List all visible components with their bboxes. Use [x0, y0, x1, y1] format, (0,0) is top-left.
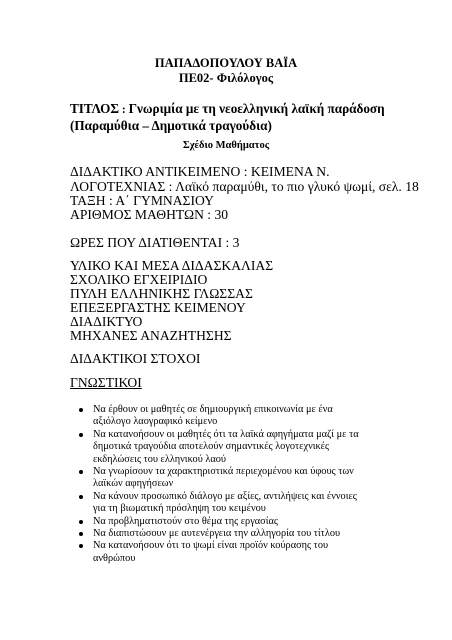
cognitive-heading: ΓΝΩΣΤΙΚΟΙ — [70, 375, 142, 390]
objective-text-line: για τη βιωματική πρόσληψη του κειμένου — [93, 503, 266, 515]
hours-line: ΩΡΕΣ ΠΟΥ ΔΙΑΤΙΘΕΝΤΑΙ : 3 — [70, 235, 240, 250]
objectives-heading: ΔΙΔΑΚΤΙΚΟΙ ΣΤΟΧΟΙ — [70, 351, 201, 366]
lesson-title — [70, 101, 442, 134]
title-text: Γνωριμία με τη νεοελληνική λαϊκή παράδοση — [128, 101, 385, 116]
objective-text-line: δημοτικά τραγούδια αποτελούν σημαντικές λογοτεχνικές — [93, 441, 330, 453]
title-separator: : — [119, 104, 129, 116]
title-label: ΤΙΤΛΟΣ — [70, 101, 120, 116]
objective-text-line: Να προβληματιστούν στο θέμα της εργασίας — [93, 515, 278, 527]
literature-line: ΛΟΓΟΤΕΧΝΙΑΣ : Λαϊκό παραμύθι, το πιο γλυκό ψωμί, σελ. 18 — [70, 179, 419, 194]
objective-text-line: ανθρώπου — [93, 552, 136, 564]
class-line: ΤΑΞΗ : Α΄ ΓΥΜΝΑΣΙΟΥ — [70, 193, 214, 208]
bullet-icon — [79, 520, 83, 524]
materials-heading: ΥΛΙΚΟ ΚΑΙ ΜΕΣΑ ΔΙΔΑΣΚΑΛΙΑΣ — [70, 258, 274, 273]
bullet-icon — [79, 470, 83, 474]
author-role: ΠΕ02- Φιλόλογος — [178, 71, 274, 85]
objective-text-line: αξιόλογο λαογραφικό κείμενο — [93, 416, 218, 428]
lesson-title-line-2: (Παραμύθια – Δημοτικά τραγούδια) — [70, 118, 272, 133]
material-item: ΕΠΕΞΕΡΓΑΣΤΗΣ ΚΕΙΜΕΝΟΥ — [70, 300, 246, 315]
bullet-icon — [79, 495, 83, 499]
objective-item — [70, 429, 442, 466]
author-name: ΠΑΠΑΔΟΠΟΥΛΟΥ ΒΑΪΑ — [154, 56, 298, 70]
lesson-plan-subtitle: Σχέδιο Μαθήματος — [182, 140, 270, 151]
objective-text-line: Να έρθουν οι μαθητές σε δημιουργική επικοινωνία με ένα — [93, 404, 333, 415]
objective-text-line: Να κατανοήσουν οι μαθητές ότι τα λαϊκά αφηγήματα μαζί με τα — [93, 428, 359, 440]
material-item: ΠΥΛΗ ΕΛΛΗΝΙΚΗΣ ΓΛΩΣΣΑΣ — [70, 286, 253, 301]
bullet-icon — [79, 532, 83, 536]
bullet-icon — [79, 544, 83, 548]
objective-text-line: Να κατανοήσουν ότι το ψωμί είναι προϊόν κούρασης του — [93, 540, 329, 552]
objective-item — [70, 516, 442, 528]
objective-text-line: Να γνωρίσουν τα χαρακτηριστικά περιεχομένου και ύφους των — [93, 466, 354, 478]
material-item: ΣΧΟΛΙΚΟ ΕΓΧΕΙΡΙΔΙΟ — [70, 272, 208, 287]
objective-text-line: Να διαπιστώσουν με αυτενέργεια την αλληγορία του τίτλου — [93, 528, 341, 540]
objective-item — [70, 404, 442, 429]
objective-item — [70, 491, 442, 516]
bullet-icon — [79, 408, 83, 412]
lesson-title-line-1 — [70, 101, 442, 118]
material-item: ΜΗΧΑΝΕΣ ΑΝΑΖΗΤΗΣΗΣ — [70, 328, 232, 343]
objective-text-line: λαϊκών αφηγήσεων — [93, 478, 174, 490]
objectives-list — [70, 404, 442, 565]
objective-text-line: εκδηλώσεις του ελληνικού λαού — [93, 453, 226, 465]
subject-line: ΔΙΔΑΚΤΙΚΟ ΑΝΤΙΚΕΙΜΕΝΟ : ΚΕΙΜΕΝΑ Ν. — [70, 164, 330, 179]
objective-item — [70, 540, 442, 565]
bullet-icon — [79, 433, 83, 437]
objective-item — [70, 528, 442, 540]
objective-item — [70, 466, 442, 491]
material-item: ΔΙΑΔΙΚΤΥΟ — [70, 314, 143, 329]
students-line: ΑΡΙΘΜΟΣ ΜΑΘΗΤΩΝ : 30 — [70, 207, 229, 222]
objective-text-line: Να κάνουν προσωπικό διάλογο με αξίες, αντιλήψεις και έννοιες — [93, 490, 357, 502]
